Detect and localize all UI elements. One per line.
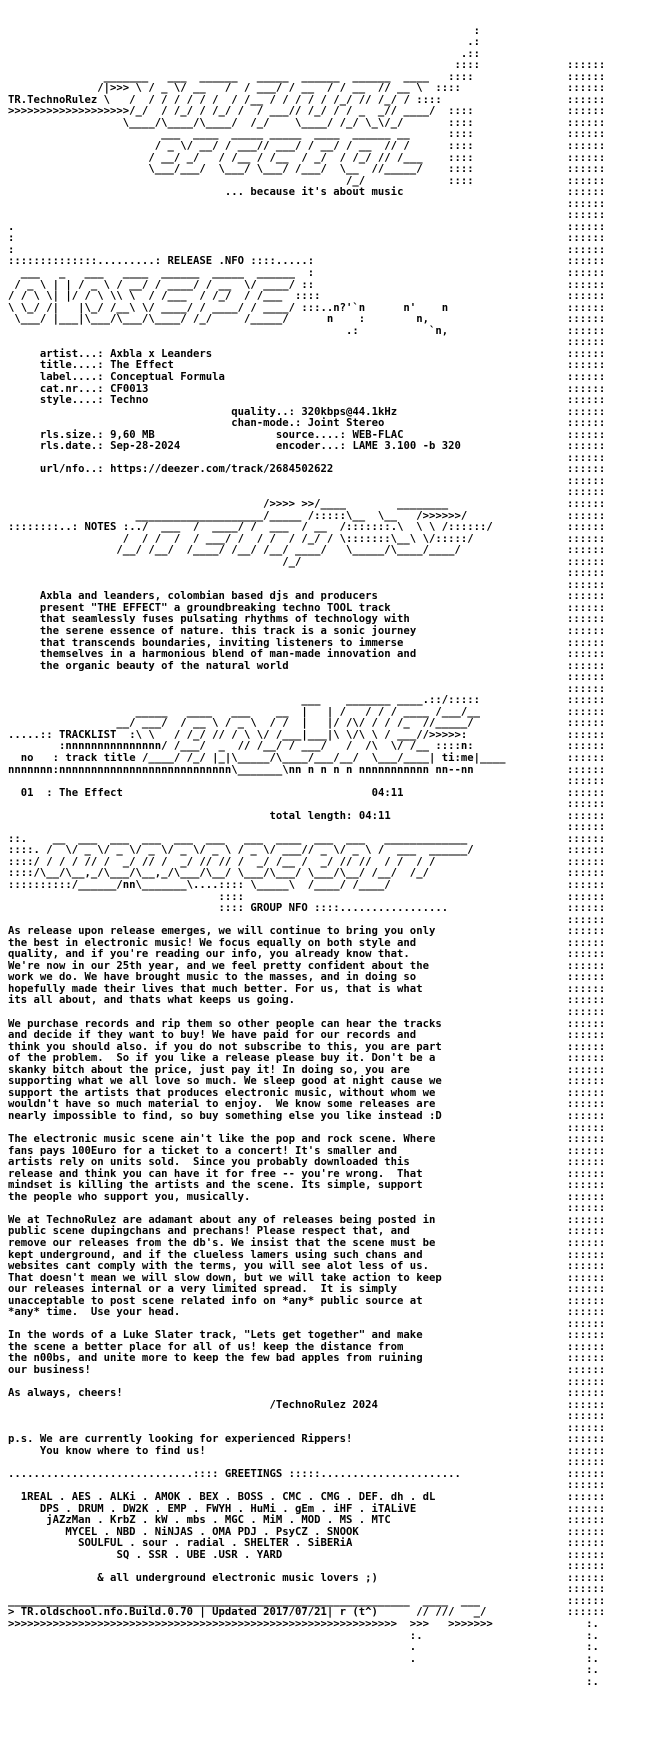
ps-line-2: You know where to find us! bbox=[39, 1444, 206, 1457]
release-logo-art: ___ _ ___ ____ ______ _____ ______ : / _ \ | | / _ \ / __/ / ____/ / __ \/ ____/ :: / / \ \| |/ / \ \\ \ / /___ / /_/ / /___ :::: \ \_/ /| |\_/ /__\ \/ ____/ / ____/ / ____/ :::..n?'`n n' n \___/ |___|\___/\___/\____/ /_/ /_____/ n : n, .: `n, bbox=[8, 267, 449, 337]
catnr-value: CF0013 bbox=[110, 382, 149, 395]
group-text-line: We at TechnoRulez are adamant about any of releases being posted in bbox=[8, 1213, 436, 1226]
group-text-line: the best in electronic music! We focus equally on both style and bbox=[8, 936, 417, 949]
header-row: TR.TechnoRulez \ / / / / / / / / /__ / / / / / /_/ // /_/ / :::: bbox=[8, 93, 442, 106]
tracklist-logo-art-top: ___ _______ ____.::/::::: _____ ____ ___ __ | | / / / / ____ /___/__ __/ ___/ / __ \ / _ \ / / | |/ /\/ / / /_ //_____/ bbox=[116, 694, 480, 730]
size-value: 9,60 MB bbox=[110, 428, 155, 441]
source-value: WEB-FLAC bbox=[352, 428, 404, 441]
greetings-footer: & all underground electronic music lovers ;) bbox=[97, 1571, 378, 1584]
track-no: 01 bbox=[20, 786, 34, 799]
col-title: track title bbox=[65, 752, 136, 764]
notes-line: that seamlessly fuses pulsating rhythms of technology with bbox=[39, 613, 410, 626]
group-tag: TR.TechnoRulez bbox=[8, 93, 98, 106]
encoder-value: LAME 3.100 -b 320 bbox=[352, 440, 461, 453]
tracklist-heading: .....:: TRACKLIST :\ \ / /_/ // / \ \/ /___|___|\ \/\ \ / ___//>>>>>: bbox=[8, 728, 468, 741]
notes-line: the serene essence of nature. this track is a sonic journey bbox=[39, 624, 417, 637]
notes-line: that transcends boundaries, inviting listeners to immerse bbox=[39, 636, 404, 649]
release-nfo-title: RELEASE .NFO bbox=[167, 255, 244, 268]
notes-line: Axbla and leanders, colombian based djs and producers bbox=[39, 590, 378, 603]
chanmode-value: Joint Stereo bbox=[307, 417, 385, 430]
col-time: ti:me bbox=[441, 752, 474, 764]
track-time: 04:11 bbox=[371, 786, 404, 799]
signoff: As always, cheers! bbox=[8, 1387, 123, 1400]
group-text-line: *any* time. Use your head. bbox=[8, 1306, 181, 1319]
header-logo-art: >>>>>>>>>>>>>>>>>>>/_/ / /_/ / /_/ / / ___// /_/ / / _ _// ____/ :::: \____/\____/\____/ /_/ \____/ /_/ \_\/_/ :::: ___ ____ _____ _____ ____ ______ __ :::: / _ \/ __/ / ___// ___/ / __/ / __ // / :::: / __/ _/ / /__ / /__ / _/ / /_/ // /___ :::: \___/___/ \___/ \___/ /___/ \__ //_____/ :::: /_/ :::: bbox=[8, 105, 474, 187]
group-text-line: artists rely on units sold. Since you probably downloaded this bbox=[8, 1156, 410, 1169]
greetings-line: DPS . DRUM . DW2K . EMP . FWYH . HuMi . gEm . iHF . iTALiVE bbox=[39, 1502, 417, 1515]
group-text-line: our business! bbox=[8, 1363, 91, 1376]
group-text-line: unacceptable to post scene related info on *any* public source at bbox=[8, 1294, 423, 1307]
total-value: 04:11 bbox=[358, 809, 391, 822]
group-text-line: We're now in our 25th year, and we feel pretty confident about the bbox=[8, 959, 429, 972]
group-text-line: its all about, and thats what keeps us going. bbox=[8, 994, 296, 1007]
group-text-line: think you should also. if you do not subscribe to this, you are part bbox=[8, 1040, 442, 1053]
group-text-line: wouldn't have so much material to enjoy. We know some releases are bbox=[8, 1098, 436, 1111]
group-text-line: We purchase records and rip them so other people can hear the tracks bbox=[8, 1017, 442, 1030]
url-value[interactable]: https://deezer.com/track/2684502622 bbox=[110, 463, 334, 476]
greetings-title: GREETINGS bbox=[224, 1467, 283, 1480]
group-text-line: fans pays 100Euro for a ticket to a concert! It's smaller and bbox=[8, 1144, 398, 1157]
group-text-line: hopefully made their lives that much better. For us, that is what bbox=[8, 982, 423, 995]
greetings-line: 1REAL . AES . ALKi . AMOK . BEX . BOSS . CMC . CMG . DEF. dh . dL bbox=[20, 1491, 436, 1503]
group-text-line: quality, and if you're reading our info, you already know that. bbox=[8, 948, 410, 961]
greetings-heading: .............................:::: GREETINGS :::::...................... bbox=[8, 1467, 461, 1480]
quality-value: 320kbps@44.1kHz bbox=[301, 405, 398, 418]
label-value: Conceptual Formula bbox=[110, 370, 225, 383]
style-value: Techno bbox=[110, 394, 149, 407]
notes-logo-art: / / / / / ___/ / / / / /_/ / \:::::::\__\ \/:::::/ /__/ /__/ /____/ /__/ /__/ ____/ \_____/\____/____/ /_/ bbox=[116, 532, 474, 568]
col-no: no bbox=[20, 752, 34, 764]
nfo-document: : .: .:: :::: _______ ___ ______ _____ ______ ______ ____ :::: /|>>> \ / _ \/ __ / / ___/ / __ / / __ // __ \ :::: TR.TechnoRulez \ / / / / / / / / /__ / / / / / /_/ // /_/ / :::: >>>>>>>>>>>>>>>>>>>/_/ / /_/ / /_/ / / ___// /_/ / / _ _// ____/ :::: \____/\____/\____/ /_/ \____/ /_/ \_\/_/ :::: ___ ____ _____ _____ ____ ______ __ :::: / _ \/ __/ / ___// ___/ / __/ / __ // / :::: / __/ _/ / /__ / /__ / _/ / /_/ // /___ :::: \___/___/ \___/ \___/ /___/ \__ //_____/ :::: /_/ :::: ... because it's about music . : : ::::::::::::::.........: RELEASE .NFO ::::.....: ___ _ ___ ____ ______ _____ ______ : / _ \ | | / _ \ / __/ / ____/ / __ \/ ____/ :: / / \ \| |/ / \ \\ \ / /___ / /_/ / /___ :::: \ \_/ /| |\_/ /__\ \/ ____/ / ____/ / ____/ :::..n?'`n n' n \___/ |___|\___/\___/\____/ /_/ /_____/ n : n, .: `n, artist...: Axbla x Leanders title....: The Effect label....: Conceptual Formula cat.nr...: CF0013 style....: Techno quality..: 320kbps@44.1kHz chan-mode.: Joint Stereo rls.size.: 9,60 MB source....: WEB-FLAC rls.date.: Sep-28-2024 encoder...: LAME 3.100 -b 320 url/nfo..: https://deezer.com/track/2684502622 />>>> >>/____ ________ ____________________/_____ /:::::\__ \__ />>>>>>/ ::::::::..: NOTES :../ ___ / ____/ / ___ / __ /:::::::.\ \ \ /::::::/ / / / / / ___/ / / / / /_/ / \:::::::\__\ \/:::::/ /__/ /__/ /____/ /__/ /__/ ____/ \_____/\____/____/ /_/ Axbla and leanders, colombian based djs and producers present "THE EFFECT" a groundbreaking techno TOOL track that seamlessly fuses pulsating rhythms of technology with the serene essence of nature. this track is a sonic journey that transcends boundaries, inviting listeners to immerse themselves in a harmonious blend of man-made innovation and the organic beauty of the natural world ___ _______ ____.::/::::: _____ ____ ___ __ | | / / / / ____ /___/__ __/ ___/ / __ \ / _ \ / / | |/ /\/ / / /_ //_____/ .....:: TRACKLIST :\ \ / /_/ // / \ \/ /___|___|\ \/\ \ / ___//>>>>>: :nnnnnnnnnnnnnnn/ /___/ _ // /__/ / ___/ / /\ \/ /__ ::::n: no : track title /____/ /_/ |_|\_____/\____/___/__/ \___/____| ti:me|____ nnnnnnn:nnnnnnnnnnnnnnnnnnnnnnnnnnn\_______\nn n n n n nnnnnnnnnnn nn--nn 01 : The Effect 04:11 total length: 04:11 ::. __ ___ ___ ___ ___ ___ ___ ____ ___ ___ _____________ ::::. / \/ _ \/ _ \/ _ \/ _ \/ _ \ / _ \/ ___// _ \/ _ \ / ___ ______/ ::::/ / / / // / _/ // / _/ // // / _/ /__ / _/ // // / / / / ::::/\__/\__,_/\___/\__,_/\___/\__/ \___/\___/ \___/\__/ /__/ /_/ ::::::::::/______/nn\_______\....:::: \_____\ /____/ /____/ :::: :::: GROUP NFO ::::................. As release upon release emerges, we will continue to bring you only the best in electronic music! We focus equally on both style and quality, and if you're reading our info, you already know that. We're now in our 25th year, and we feel pretty confident about the work we do. We have brought music to the masses, and in doing so hopefully made their lives that much better. For us, that is what its all about, and thats what keeps us going. We purchase records and rip them so other people can hear the tracks and decide if they want to buy! We have paid for our records and think you should also. if you do not subscribe to this, you are part of the problem. So if you like a release please buy it. Don't be a skanky bitch about the price, just pay it! In doing so, you are supporting what we all love so much. We sleep good at night cause we support the artists that produces electronic music, without whom we wouldn't have so much material to enjoy. We know some releases are nearly impossible to find, so buy something else you like instead :D The electronic music scene ain't like the pop and rock scene. Where fans pays 100Euro for a ticket to a concert! It's smaller and artists rely on units sold. Since you probably downloaded this release and think you can have it for free -- you're wrong. That mindset is killing the artists and the scene. Its simple, support the people who support you, musically. We at TechnoRulez are adamant about any of releases being posted in public scene dupingchans and prechans! Please respect that, and remove our releases from the db's. We insist that the scene must be kept underground, and if the clueless lamers using such chans and websites cant comply with the terms, you will see alot less of us. That doesn't mean we will slow down, but we will take action to keep our releases internal or a very limited spread. It is simply unacceptable to post scene related info on *any* public source at *any* time. Use your head. In the words of a Luke Slater track, "Lets get together" and make the scene a better place for all of us! keep the distance from the n00bs, and unite more to keep the few bad apples from ruining our business! As always, cheers! /TechnoRulez 2024 p.s. We are currently looking for experienced Rippers! You know where to find us! .............................:::: GREETINGS :::::...................... 1REAL . AES . ALKi . AMOK . BEX . BOSS . CMC . CMG . DEF. dh . dL DPS . DRUM . DW2K . EMP . FWYH . HuMi . gEm . iHF . iTALiVE jAZzMan . KrbZ . kW . mbs . MGC . MiM . MOD . MS . MTC MYCEL . NBD . NiNJAS . OMA PDJ . PsyCZ . SNOOK SOULFUL . sour . radial . SHELTER . SiBERiA SQ . SSR . UBE .USR . YARD & all underground electronic music lovers ;) _______________________________________________________________ ____ ___ > TR.oldschool.nfo.Build.0.70 | Updated 2017/07/21| r (t^) // /// _/ >>>>>>>>>>>>>>>>>>>>>>>>>>>>>>>>>>>>>>>>>>>>>>>>>>>>>>>>>>>>> >>> >>>>>>> :. . . bbox=[8, 14, 648, 1677]
tracklist-columns: no : track title /____/ /_/ |_|\_____/\____/___/__/ \___/____| ti:me|____ bbox=[20, 752, 506, 764]
release-nfo-heading: ::::::::::::::.........: RELEASE .NFO ::::.....: bbox=[8, 255, 315, 268]
footer-art: >>>>>>>>>>>>>>>>>>>>>>>>>>>>>>>>>>>>>>>>>>>>>>>>>>>>>>>>>>>>> >>> >>>>>>> :. . . bbox=[8, 1618, 493, 1665]
group-text-line: websites cant comply with the terms, you will see alot less of us. bbox=[8, 1260, 429, 1273]
total-label: total length: bbox=[269, 809, 353, 822]
group-text-line: support the artists that produces electronic music, without whom we bbox=[8, 1086, 436, 1099]
group-text-line: remove our releases from the db's. We insist that the scene must be bbox=[8, 1236, 436, 1249]
total-row bbox=[8, 811, 648, 823]
group-nfo-heading: :::: GROUP NFO ::::................. bbox=[8, 902, 449, 915]
group-text-line: and decide if they want to buy! We have paid for our records and bbox=[8, 1029, 417, 1042]
track-title: The Effect bbox=[59, 786, 123, 799]
notes-title: NOTES bbox=[84, 521, 117, 534]
greetings-line: SOULFUL . sour . radial . SHELTER . SiBERiA bbox=[78, 1537, 353, 1550]
greetings-line: jAZzMan . KrbZ . kW . mbs . MGC . MiM . MOD . MS . MTC bbox=[46, 1514, 391, 1527]
title-value: The Effect bbox=[110, 359, 174, 372]
notes-line: themselves in a harmonious blend of man-made innovation and bbox=[39, 648, 417, 661]
greetings-line: SQ . SSR . UBE .USR . YARD bbox=[116, 1548, 283, 1561]
group-text-line: supporting what we all love so much. We sleep good at night cause we bbox=[8, 1075, 442, 1088]
group-text-line: mindset is killing the artists and the scene. Its simple, support bbox=[8, 1179, 423, 1192]
top-corner-art: : .: .:: :::: _______ ___ ______ _____ ______ ______ ____ :::: /|>>> \ / _ \/ __ / / ___/ / __ / / __ // __ \ :::: bbox=[97, 24, 480, 95]
group-text-line: of the problem. So if you like a release please buy it. Don't be a bbox=[8, 1052, 436, 1065]
group-text-line: the people who support you, musically. bbox=[8, 1190, 251, 1203]
group-text-line: The electronic music scene ain't like the pop and rock scene. Where bbox=[8, 1133, 436, 1146]
right-dot-border: :::::: :::::: :::::: :::::: :::::: :::::: :::::: :::::: :::::: :::::: :::::: :::::: :::::: :::::: :::::: :::::: :::::: :::::: :::::: :::::: :::::: :::::: :::::: :::::: :::::: :::::: :::::: :::::: :::::: :::::: :::::: :::::: :::::: :::::: :::::: :::::: :::::: :::::: :::::: :::::: :::::: :::::: :::::: :::::: :::::: :::::: :::::: :::::: :::::: :::::: :::::: :::::: :::::: :::::: :::::: :::::: :::::: :::::: :::::: :::::: :::::: :::::: :::::: :::::: :::::: :::::: :::::: :::::: :::::: :::::: :::::: :::::: :::::: :::::: :::::: :::::: :::::: :::::: :::::: :::::: :::::: :::::: :::::: :::::: :::::: :::::: :::::: :::::: :::::: :::::: :::::: :::::: :::::: :::::: :::::: :::::: :::::: :::::: :::::: :::::: :::::: :::::: :::::: :::::: :::::: :::::: :::::: :::::: :::::: :::::: :::::: :::::: :::::: :::::: :::::: :::::: :::::: :::::: :::::: :::::: :::::: :::::: :::::: :::::: :::::: :::::: :::::: :::::: :::::: :::::: :::::: :::::: :::::: :::::: :::::: :. :. :. :. :. :. bbox=[567, 59, 606, 1688]
group-text-line: release and think you can have it for free -- you're wrong. That bbox=[8, 1167, 423, 1180]
notes-logo-art-top: />>>> >>/____ ________ ____________________/_____ /:::::\__ \__ />>>>>>/ bbox=[135, 497, 468, 522]
ps-line: p.s. We are currently looking for experienced Rippers! bbox=[8, 1433, 353, 1446]
footer-build: > TR.oldschool.nfo.Build.0.70 | Updated 2017/07/21| r (t^) bbox=[8, 1606, 378, 1619]
date-value: Sep-28-2024 bbox=[110, 440, 181, 453]
tagline: ... because it's about music bbox=[224, 186, 404, 199]
notes-heading: ::::::::..: NOTES :../ ___ / ____/ / ___ / __ /:::::::.\ \ \ /::::::/ bbox=[8, 521, 493, 534]
group-nfo-title: GROUP NFO bbox=[250, 902, 308, 915]
group-text-line: That doesn't mean we will slow down, but we will take action to keep bbox=[8, 1271, 442, 1284]
track-row: 01 : The Effect 04:11 bbox=[20, 786, 404, 799]
tagline-row bbox=[8, 187, 648, 199]
group-text-line: kept underground, and if the clueless lamers using such chans and bbox=[8, 1248, 423, 1261]
group-logo-art: ::. __ ___ ___ ___ ___ ___ ___ ____ ___ ___ _____________ ::::. / \/ _ \/ _ \/ _ \/ _ \/ _ \ / _ \/ ___// _ \/ _ \ / ___ ______/ ::::/ / / / // / _/ // / _/ // // / _/ /__ / _/ // // / / / / ::::/\__/\__,_/\___/\__,_/\___/\__/ \___/\___/ \___/\__/ /__/ /_/ ::::::::::/______/nn\_______\....:::: \_____\ /____/ /____/ :::: bbox=[8, 832, 474, 903]
group-text-line: public scene dupingchans and prechans! Please respect that, and bbox=[8, 1225, 410, 1238]
group-text-line: As release upon release emerges, we will continue to bring you only bbox=[8, 925, 436, 938]
tracklist-title: TRACKLIST bbox=[59, 728, 117, 741]
group-text-line: nearly impossible to find, so buy something else you like instead :D bbox=[8, 1109, 442, 1122]
group-text-line: our releases internal or a very limited spread. It is simply bbox=[8, 1283, 398, 1296]
notes-line: the organic beauty of the natural world bbox=[39, 659, 289, 672]
group-text-line: work we do. We have brought music to the masses, and in doing so bbox=[8, 971, 417, 984]
group-text-line: In the words of a Luke Slater track, "Lets get together" and make bbox=[8, 1329, 423, 1342]
group-text-line: the scene a better place for all of us! keep the distance from bbox=[8, 1340, 404, 1353]
greetings-line: MYCEL . NBD . NiNJAS . OMA PDJ . PsyCZ . SNOOK bbox=[65, 1525, 359, 1538]
group-text-line: skanky bitch about the price, just pay it! In doing so, you are bbox=[8, 1063, 410, 1076]
footer-row: > TR.oldschool.nfo.Build.0.70 | Updated 2017/07/21| r (t^) // /// _/ bbox=[8, 1606, 487, 1619]
artist-value: Axbla x Leanders bbox=[110, 347, 213, 360]
notes-line: present "THE EFFECT" a groundbreaking techno TOOL track bbox=[39, 601, 391, 614]
signature: /TechnoRulez 2024 bbox=[269, 1398, 378, 1411]
group-text-line: the n00bs, and unite more to keep the few bad apples from ruining bbox=[8, 1352, 423, 1365]
